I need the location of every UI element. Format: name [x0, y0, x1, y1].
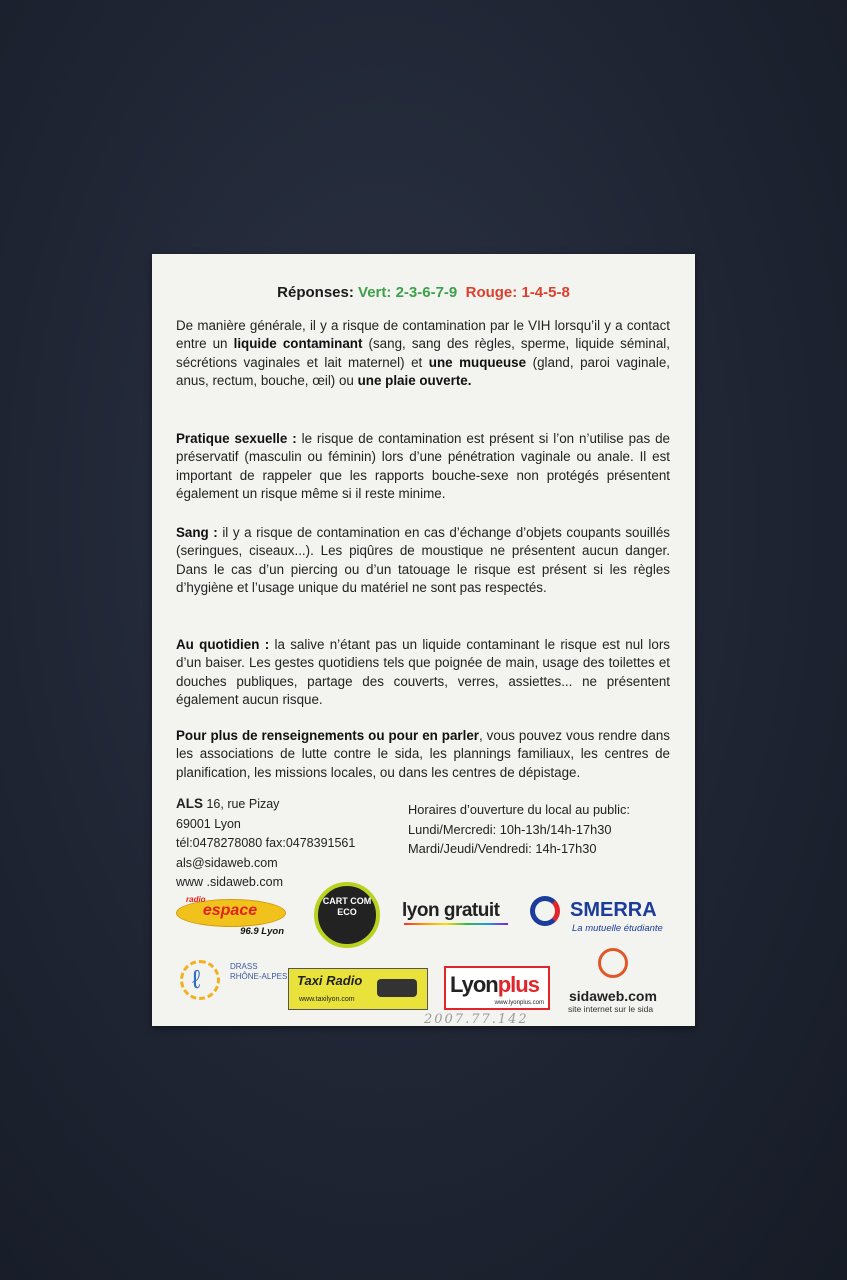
- info-card: [152, 254, 695, 1026]
- vert-values: 2-3-6-7-9: [395, 284, 458, 301]
- answers-line: [152, 284, 695, 301]
- sexual-practice-paragraph: Pratique sexuelle : le risque de contamination est présent si l’on n’utilise pas de préservatif (masculin ou féminin) lors d’une pénétration vaginale ou anale. Il est important de rappeler que les rapports bouche-sexe non protégés présentent également un risque même si il reste minime.: [176, 431, 670, 501]
- smerra-swirl-icon: [530, 896, 560, 926]
- street: 16, rue Pizay: [203, 797, 280, 811]
- hours-line-2: Mardi/Jeudi/Vendredi: 14h-17h30: [408, 841, 597, 856]
- smerra-logo: SMERRA La mutuelle étudiante: [530, 896, 670, 936]
- blood-heading: Sang :: [176, 525, 218, 540]
- opening-hours: [408, 800, 630, 859]
- figure-icon: ℓ: [192, 964, 201, 994]
- website: www .sidaweb.com: [176, 875, 283, 889]
- sidaweb-logo: sidaweb.com site internet sur le sida: [564, 948, 674, 1014]
- red-ribbon-icon: [598, 948, 628, 978]
- daily-life-heading: Au quotidien :: [176, 637, 270, 652]
- city: 69001 Lyon: [176, 816, 241, 831]
- handwritten-inventory-number: 2007.77.142: [424, 1012, 529, 1027]
- drass-logo: ℓ DRASS RHÔNE-ALPES: [180, 954, 290, 1014]
- car-icon: [377, 979, 417, 997]
- answers-label: Réponses:: [277, 284, 354, 301]
- daily-life-paragraph: Au quotidien : la salive n’étant pas un liquide contaminant le risque est nul lors d’un baiser. Les gestes quotidiens tels que poignée de main, usage des toilettes et douches publiques, partage des couverts, verres, assiettes... ne présentent également aucun risque.: [176, 637, 671, 707]
- intro-paragraph: De manière générale, il y a risque de contamination par le VIH lorsqu’il y a contact entre un liquide contaminant (sang, sang des règles, sperme, liquide séminal, sécrétions vaginales et lait maternel) et une muqueuse (gland, paroi vaginale, anus, rectum, bouche, œil) ou une plaie ouverte.: [176, 318, 670, 388]
- hours-line-1: Lundi/Mercredi: 10h-13h/14h-17h30: [408, 821, 612, 837]
- vert-label: Vert:: [358, 284, 392, 301]
- lyon-plus-logo: Lyonplus www.lyonplus.com: [444, 966, 550, 1010]
- radio-espace-logo: radio espace 96.9 Lyon: [176, 897, 284, 943]
- more-info-heading: Pour plus de renseignements ou pour en parler: [176, 728, 479, 743]
- rouge-label: Rouge:: [465, 284, 518, 301]
- rouge-values: 1-4-5-8: [521, 284, 570, 301]
- cartcom-eco-logo: CART COM ECO: [314, 882, 378, 946]
- blood-paragraph: Sang : il y a risque de contamination en cas d’échange d’objets coupants souillés (seringues, ciseaux...). Les piqûres de moustique ne présentent aucun danger. Dans le cas d’un piercing ou d’un tatouage le risque est présent si les règles d’hygiène et l’usage unique du matériel ne sont pas respectés.: [176, 525, 670, 595]
- taxi-radio-logo: Taxi Radio www.taxilyon.com: [288, 968, 428, 1010]
- more-info-paragraph: Pour plus de renseignements ou pour en parler, vous pouvez vous rendre dans les associations de lutte contre le sida, les plannings familiaux, les centres de planification, les missions locales, ou dans les centres de dépistage.: [176, 728, 670, 780]
- phone-fax: tél:0478278080 fax:0478391561: [176, 836, 356, 850]
- org-name: ALS: [176, 796, 203, 811]
- hours-title: Horaires d’ouverture du local au public:: [408, 802, 630, 817]
- sexual-practice-heading: Pratique sexuelle :: [176, 431, 297, 446]
- lyon-gratuit-logo: lyon gratuit: [402, 900, 512, 930]
- contact-block: [176, 794, 355, 893]
- email: als@sidaweb.com: [176, 855, 278, 870]
